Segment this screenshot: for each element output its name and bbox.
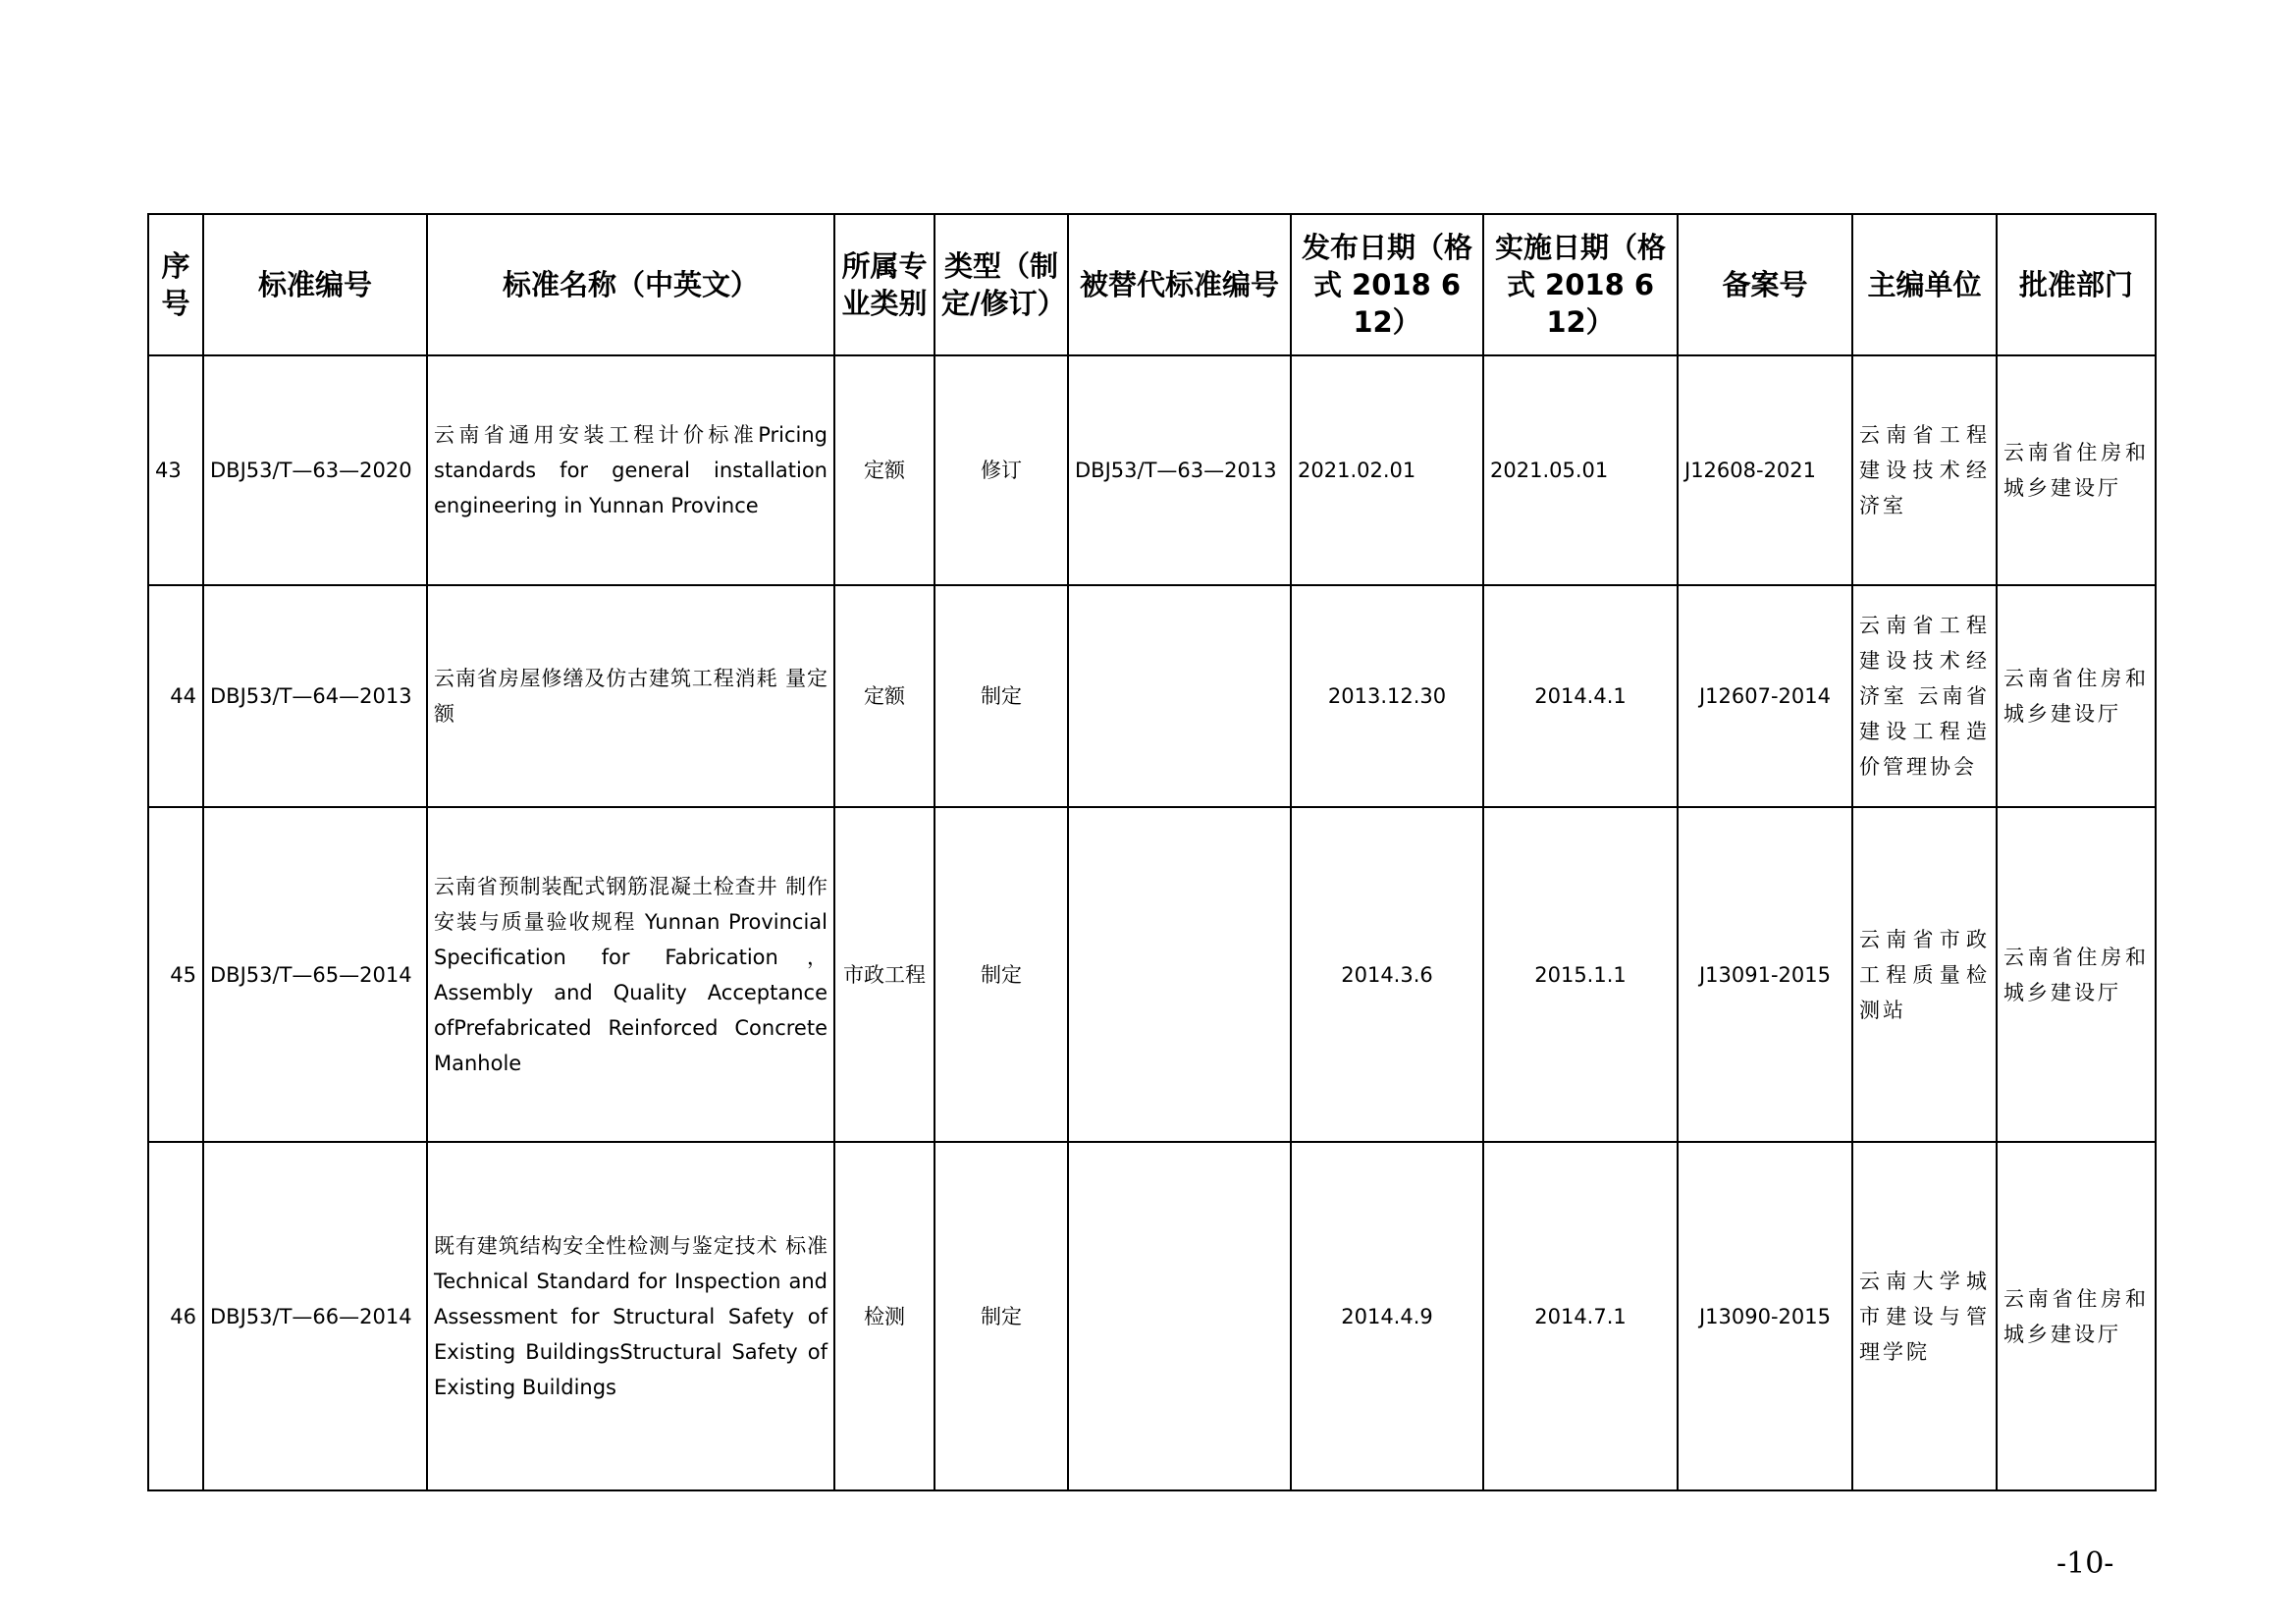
row-approver: 云南省住房和城乡建设厅 xyxy=(1997,1142,2156,1490)
header-code: 标准编号 xyxy=(203,214,427,355)
row-publish-date: 2014.3.6 xyxy=(1291,807,1483,1142)
row-code: DBJ53/T—63—2020 xyxy=(203,355,427,585)
row-approver: 云南省住房和城乡建设厅 xyxy=(1997,585,2156,807)
header-name: 标准名称（中英文） xyxy=(427,214,834,355)
header-record-no: 备案号 xyxy=(1678,214,1852,355)
table-row xyxy=(148,585,2156,807)
row-editor: 云南省工程建设技术经济室 xyxy=(1852,355,1997,585)
header-publish-date: 发布日期（格式 2018 6 12） xyxy=(1291,214,1483,355)
row-implement-date: 2021.05.01 xyxy=(1483,355,1678,585)
row-name: 既有建筑结构安全性检测与鉴定技术 标准 Technical Standard for Inspection and Assessment for Structural Safety of Existing BuildingsStructural Safety of Existing Buildings xyxy=(427,1142,834,1490)
row-name: 云南省预制装配式钢筋混凝土检查井 制作安装与质量验收规程 Yunnan Provincial Specification for Fabrication， Assembly and Quality Acceptance ofPrefabricated Reinforced Concrete Manhole xyxy=(427,807,834,1142)
header-no: 序号 xyxy=(148,214,203,355)
row-publish-date: 2013.12.30 xyxy=(1291,585,1483,807)
table-row xyxy=(148,355,2156,585)
row-record-no: J12608-2021 xyxy=(1678,355,1852,585)
row-category: 定额 xyxy=(834,355,934,585)
row-name: 云南省通用安装工程计价标准Pricing standards for general installation engineering in Yunnan Province xyxy=(427,355,834,585)
row-approver: 云南省住房和城乡建设厅 xyxy=(1997,355,2156,585)
row-type: 修订 xyxy=(934,355,1068,585)
row-name: 云南省房屋修缮及仿古建筑工程消耗 量定额 xyxy=(427,585,834,807)
row-category: 定额 xyxy=(834,585,934,807)
row-code: DBJ53/T—64—2013 xyxy=(203,585,427,807)
table-row xyxy=(148,807,2156,1142)
row-code: DBJ53/T—65—2014 xyxy=(203,807,427,1142)
row-record-no: J12607-2014 xyxy=(1678,585,1852,807)
row-type: 制定 xyxy=(934,1142,1068,1490)
row-replaced xyxy=(1068,1142,1291,1490)
header-category: 所属专业类别 xyxy=(834,214,934,355)
row-category: 市政工程 xyxy=(834,807,934,1142)
row-implement-date: 2014.4.1 xyxy=(1483,585,1678,807)
row-type: 制定 xyxy=(934,585,1068,807)
row-replaced xyxy=(1068,807,1291,1142)
standards-table xyxy=(147,213,2157,1491)
row-no: 43 xyxy=(148,355,203,585)
row-replaced xyxy=(1068,585,1291,807)
header-editor: 主编单位 xyxy=(1852,214,1997,355)
row-no: 46 xyxy=(148,1142,203,1490)
row-editor: 云南省市政工程质量检测站 xyxy=(1852,807,1997,1142)
header-approver: 批准部门 xyxy=(1997,214,2156,355)
row-record-no: J13090-2015 xyxy=(1678,1142,1852,1490)
header-implement-date: 实施日期（格式 2018 6 12） xyxy=(1483,214,1678,355)
row-type: 制定 xyxy=(934,807,1068,1142)
header-type: 类型（制定/修订） xyxy=(934,214,1068,355)
header-row xyxy=(148,214,2156,355)
row-publish-date: 2021.02.01 xyxy=(1291,355,1483,585)
row-approver: 云南省住房和城乡建设厅 xyxy=(1997,807,2156,1142)
row-record-no: J13091-2015 xyxy=(1678,807,1852,1142)
row-publish-date: 2014.4.9 xyxy=(1291,1142,1483,1490)
row-no: 44 xyxy=(148,585,203,807)
row-code: DBJ53/T—66—2014 xyxy=(203,1142,427,1490)
page-number: -10- xyxy=(2056,1546,2114,1581)
header-replaced: 被替代标准编号 xyxy=(1068,214,1291,355)
row-editor: 云南大学城市建设与管理学院 xyxy=(1852,1142,1997,1490)
row-category: 检测 xyxy=(834,1142,934,1490)
row-replaced: DBJ53/T—63—2013 xyxy=(1068,355,1291,585)
row-no: 45 xyxy=(148,807,203,1142)
row-editor: 云南省工程建设技术经济室 云南省建设工程造价管理协会 xyxy=(1852,585,1997,807)
table-row xyxy=(148,1142,2156,1490)
row-implement-date: 2014.7.1 xyxy=(1483,1142,1678,1490)
row-implement-date: 2015.1.1 xyxy=(1483,807,1678,1142)
